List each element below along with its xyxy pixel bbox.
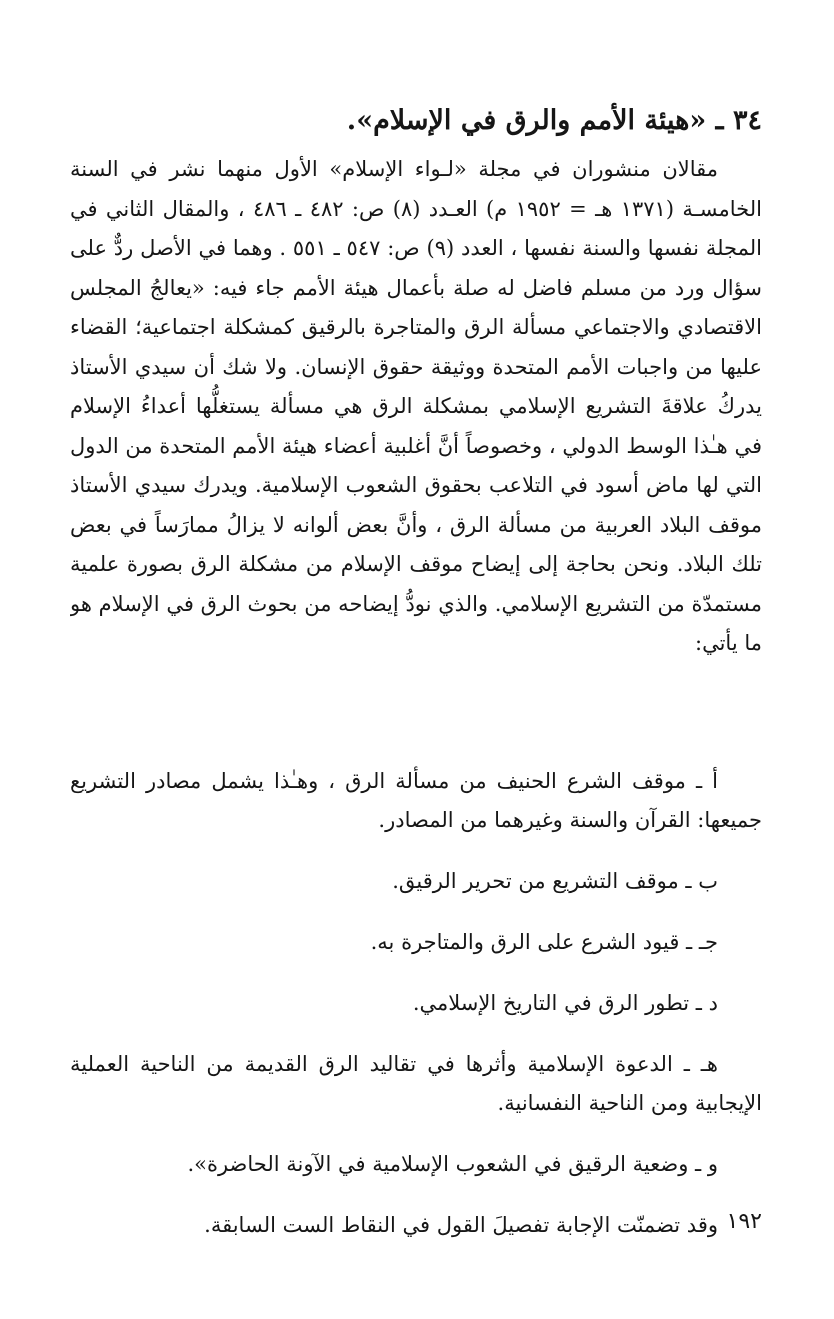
spacer	[70, 962, 762, 984]
spacer	[70, 840, 762, 862]
list-item-c: جـ ـ قيود الشرع على الرق والمتاجرة به.	[370, 930, 718, 954]
intro-paragraph: مقالان منشوران في مجلة «لـواء الإسلام» الأول منهما نشر في السنة الخامسـة (١٣٧١ هـ = ١٩٥٢ م) العـدد (٨) ص: ٤٨٢ ـ ٤٨٦ ، والمقال الثاني في المجلة نفسها والسنة نفسها ، العدد (٩) ص: ٥٤٧ ـ ٥٥١ . وهما في الأصل ردٌّ على سؤال ورد من مسلم فاضل له صلة بأعمال هيئة الأمم جاء فيه: «يعالجُ المجلس الاقتصادي والاجتماعي مسألة الرق والمتاجرة بالرقيق كمشكلة اجتماعية؛ القضاء عليها من واجبات الأمم المتحدة ووثيقة حقوق الإنسان. ولا شك أن سيدي الأستاذ يدركُ علاقةَ التشريع الإسلامي بمشكلة الرق هي مسألة يستغلُّها أعداءُ الإسلام في هـٰذا الوسط الدولي ، وخصوصاً أنَّ أغلبية أعضاء هيئة الأمم المتحدة من الدول التي لها ماض أسود في التلاعب بحقوق الشعوب الإسلامية. ويدرك سيدي الأستاذ موقف البلاد العربية من مسألة الرق ، وأنَّ بعض ألوانه لا يزالُ ممارَساً في بعض تلك البلاد. ونحن بحاجة إلى إيضاح موقف الإسلام من مشكلة الرق بصورة علمية مستمدّة من التشريع الإسلامي. والذي نودُّ إيضاحه من بحوث الرق في الإسلام هو ما يأتي:	[70, 157, 762, 655]
list-item-a: أ ـ موقف الشرع الحنيف من مسألة الرق ، وهـٰذا يشمل مصادر التشريع جميعها: القرآن والسنة وغيرهما من المصادر.	[70, 769, 762, 832]
spacer	[70, 901, 762, 923]
section-title: ٣٤ ـ «هيئة الأمم والرق في الإسلام».	[346, 105, 762, 136]
spacer	[70, 1023, 762, 1045]
list-item-b: ب ـ موقف التشريع من تحرير الرقيق.	[392, 869, 718, 893]
closing-sentence: وقد تضمنّت الإجابة تفصيلَ القول في النقاط الست السابقة.	[204, 1213, 718, 1237]
page-number: ١٩٢	[726, 1209, 762, 1234]
spacer	[70, 1184, 762, 1206]
spacer	[70, 720, 762, 762]
spacer	[70, 1123, 762, 1145]
page-content	[70, 92, 762, 1252]
list-item-f: و ـ وضعية الرقيق في الشعوب الإسلامية في الآونة الحاضرة».	[187, 1152, 718, 1176]
list-item-d: د ـ تطور الرق في التاريخ الإسلامي.	[412, 991, 718, 1015]
list-item-e: هـ ـ الدعوة الإسلامية وأثرها في تقاليد الرق القديمة من الناحية العملية الإيجابية ومن الناحية النفسانية.	[70, 1052, 762, 1115]
